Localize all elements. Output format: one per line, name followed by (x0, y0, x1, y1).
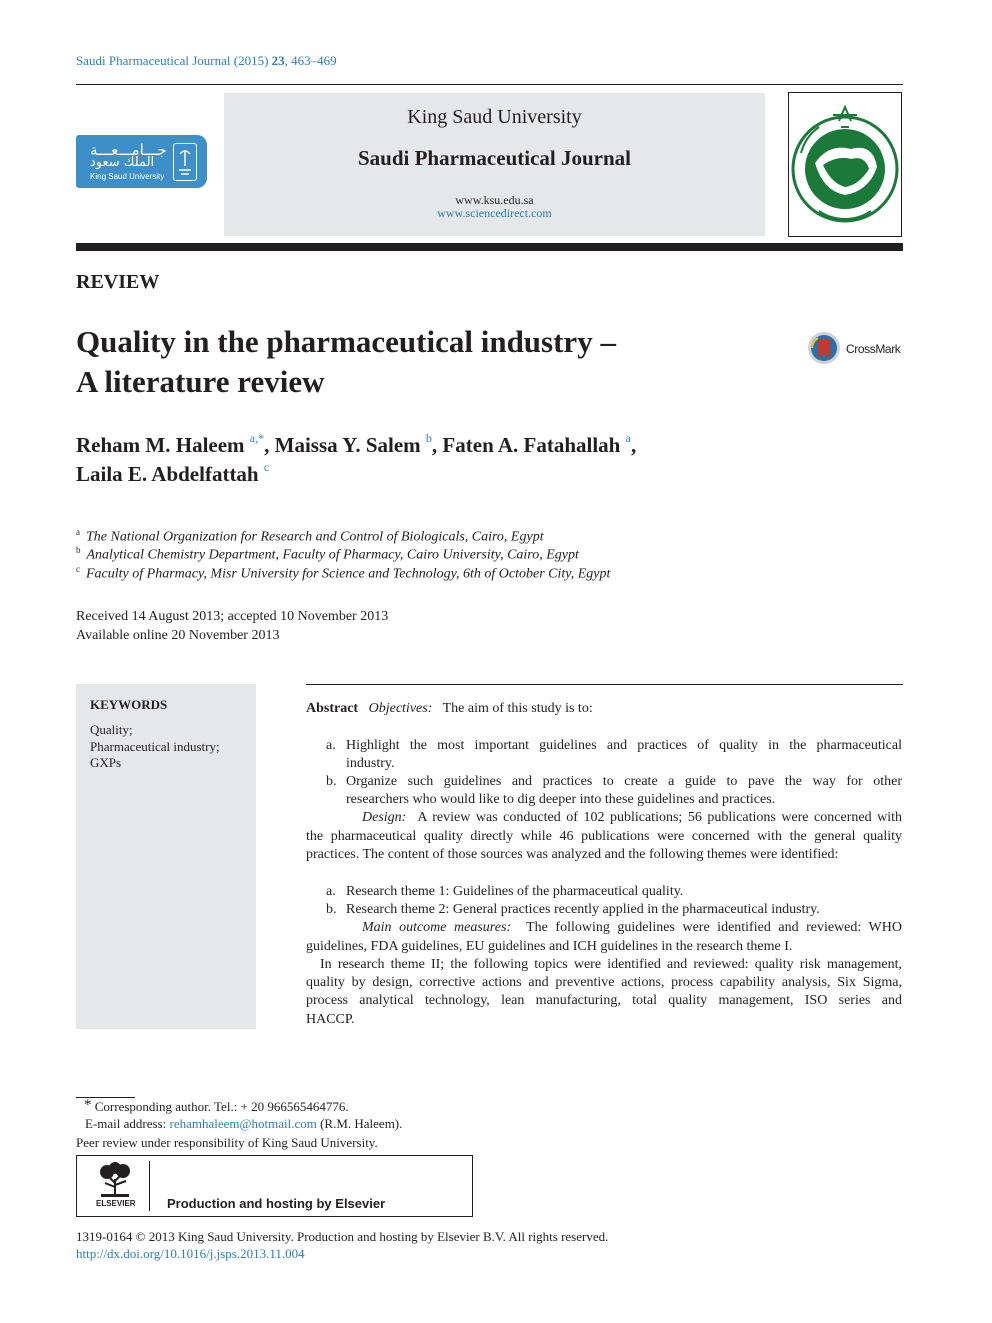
design-line-3: practices. The content of those sources was analyzed and the following themes were identified: (306, 847, 839, 862)
theme2-line-1: In research theme II; the following topics were identified and reviewed: quality risk management, (320, 957, 902, 972)
production-hosting-text: Production and hosting by Elsevier (167, 1196, 386, 1211)
author-name: Laila E. Abdelfattah (76, 462, 259, 486)
author-name: Reham M. Haleem (76, 433, 245, 457)
design-line-2: the pharmaceutical quality directly while 46 publications were concerned with the general quality (306, 829, 902, 844)
author-affiliation-mark[interactable]: c (263, 460, 270, 474)
author-list (76, 431, 836, 489)
list-marker: a. (326, 738, 336, 753)
masthead-rule (76, 243, 903, 251)
elsevier-logo-label: ELSEVIER (96, 1199, 136, 1208)
elsevier-production-box (76, 1155, 473, 1217)
university-name: King Saud University (407, 106, 582, 128)
header-rule (76, 84, 903, 85)
crossmark-icon (806, 330, 842, 366)
ksu-logo-english: King Saud University (90, 172, 165, 181)
citation-journal: Saudi Pharmaceutical Journal (2015) (76, 53, 269, 68)
doi-link[interactable]: http://dx.doi.org/10.1016/j.jsps.2013.11.004 (76, 1246, 305, 1261)
available-online-date: Available online 20 November 2013 (76, 628, 280, 643)
ksu-logo-arabic-2: الملك سعود (90, 155, 155, 170)
email-line (85, 1116, 402, 1132)
affiliation-text: Faculty of Pharmacy, Misr University for Science and Technology, 6th of October City, Egypt (86, 566, 611, 582)
keyword-item: Quality; (90, 722, 133, 737)
corresponding-mark: * (84, 1097, 92, 1113)
theme2-line-3: process analytical technology, lean manufacturing, total quality management, ISO series and (306, 993, 902, 1008)
crossmark-button[interactable] (806, 330, 906, 366)
crossmark-label: CrossMark (846, 342, 901, 356)
author-affiliation-mark[interactable]: b (425, 431, 432, 445)
affiliation-a (76, 527, 544, 546)
author-separator: , (264, 433, 275, 457)
title-line-2: A literature review (76, 364, 325, 399)
author-separator: , (431, 433, 443, 457)
affiliation-text: The National Organization for Research and Control of Biologicals, Cairo, Egypt (86, 529, 544, 545)
keyword-item: Pharmaceutical industry; (90, 739, 220, 754)
affiliation-b (76, 545, 579, 564)
citation-pages: , 463–469 (284, 53, 337, 68)
objective-item-a-line2: industry. (346, 756, 395, 771)
ksu-logo (76, 135, 207, 188)
abstract-rule (306, 684, 903, 685)
theme2-line-4: HACCP. (306, 1012, 355, 1027)
article-type-label: REVIEW (76, 271, 160, 293)
design-label: Design: (362, 810, 407, 825)
author-separator: , (630, 433, 637, 457)
keywords-box (76, 684, 256, 1029)
outcome-line-1 (362, 919, 902, 937)
design-text: A review was conducted of 102 publications; 56 publications were concerned with (417, 810, 902, 825)
affiliation-text: Analytical Chemistry Department, Faculty of Pharmacy, Cairo University, Cairo, Egypt (86, 547, 579, 563)
objectives-text: The aim of this study is to: (442, 701, 593, 716)
peer-review-note: Peer review under responsibility of King Saud University. (76, 1135, 378, 1150)
sciencedirect-link[interactable]: www.sciencedirect.com (437, 206, 552, 220)
outcome-label: Main outcome measures: (362, 920, 512, 935)
elsevier-divider (149, 1161, 150, 1211)
ksu-url[interactable]: www.ksu.edu.sa (455, 193, 534, 207)
objective-item-b-line2: researchers who would like to dig deeper into these guidelines and practices. (346, 792, 776, 807)
keywords-heading: KEYWORDS (90, 697, 168, 712)
design-line-1 (362, 809, 902, 827)
email-link[interactable]: rehamhaleem@hotmail.com (169, 1116, 317, 1131)
affiliation-key: a (76, 527, 80, 537)
research-theme-1: Research theme 1: Guidelines of the pharmaceutical quality. (346, 884, 684, 899)
list-marker: b. (326, 774, 337, 789)
abstract-label: Abstract (306, 701, 359, 716)
society-emblem-icon (789, 93, 901, 236)
author-name: Faten A. Fatahallah (442, 433, 621, 457)
email-owner: (R.M. Haleem). (320, 1116, 403, 1131)
author-affiliation-mark[interactable]: a,* (249, 431, 265, 445)
ksu-emblem-icon (173, 143, 197, 181)
list-marker: b. (326, 902, 337, 917)
citation-volume: 23 (271, 53, 285, 68)
journal-citation[interactable] (76, 53, 337, 69)
received-date: Received 14 August 2013; accepted 10 November 2013 (76, 609, 389, 624)
theme2-line-2: quality by design, corrective actions and preventive actions, process capability analysis, Six Sigma, (306, 975, 902, 990)
keyword-item: GXPs (90, 755, 122, 770)
abstract-objectives (306, 700, 593, 718)
title-line-1: Quality in the pharmaceutical industry – (76, 324, 616, 359)
corresponding-text: Corresponding author. Tel.: + 20 966565464776. (94, 1099, 349, 1114)
affiliation-key: b (76, 545, 81, 555)
list-marker: a. (326, 884, 336, 899)
affiliation-c (76, 564, 610, 583)
author-name: Maissa Y. Salem (274, 433, 421, 457)
outcome-line-2: guidelines, FDA guidelines, EU guidelines and ICH guidelines in the research theme I. (306, 939, 793, 954)
saudi-pharmaceutical-society-logo (788, 92, 902, 237)
journal-masthead (224, 93, 765, 236)
outcome-text: The following guidelines were identified and reviewed: WHO (526, 920, 902, 935)
corresponding-author (84, 1099, 349, 1116)
journal-name: Saudi Pharmaceutical Journal (357, 146, 631, 170)
objective-item-a-line1: Highlight the most important guidelines and practices of quality in the pharmaceutical (346, 738, 902, 753)
copyright-notice: 1319-0164 © 2013 King Saud University. Production and hosting by Elsevier B.V. All rights reserved. (76, 1229, 609, 1244)
research-theme-2: Research theme 2: General practices recently applied in the pharmaceutical industry. (346, 902, 820, 917)
email-label: E-mail address: (85, 1116, 167, 1131)
affiliation-key: c (76, 564, 80, 574)
objectives-label: Objectives: (368, 701, 433, 716)
ksu-logo-arabic-1: جـــامـــعـــة (90, 141, 167, 159)
author-affiliation-mark[interactable]: a (625, 431, 631, 445)
objective-item-b-line1: Organize such guidelines and practices to create a guide to pave the way for other (346, 774, 902, 789)
article-title (76, 322, 716, 402)
elsevier-tree-icon (95, 1161, 135, 1199)
